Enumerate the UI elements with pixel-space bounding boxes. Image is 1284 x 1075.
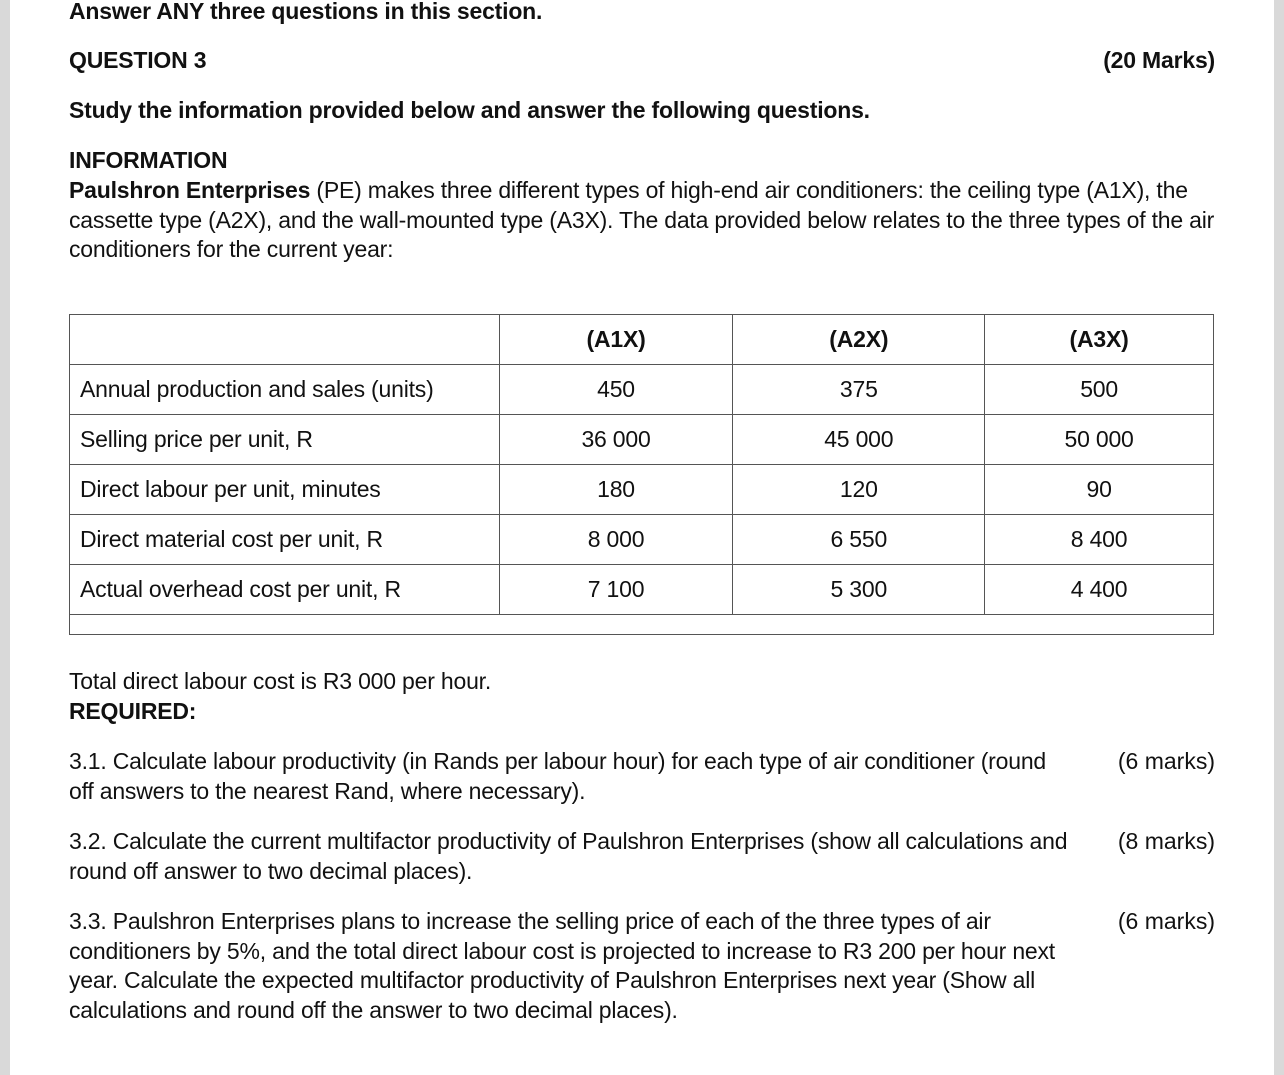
company-name: Paulshron Enterprises	[69, 177, 311, 203]
table-empty-row	[70, 615, 1214, 635]
row-label: Direct material cost per unit, R	[70, 515, 500, 565]
cell-value: 7 100	[499, 565, 733, 615]
cell-value: 5 300	[733, 565, 985, 615]
table-row	[70, 565, 1214, 615]
cell-value: 50 000	[985, 415, 1214, 465]
cell-value: 375	[733, 365, 985, 415]
question-title: QUESTION 3	[69, 47, 207, 73]
cell-value: 45 000	[733, 415, 985, 465]
header-cell-a2x: (A2X)	[733, 315, 985, 365]
table-row	[70, 415, 1214, 465]
labour-cost-note: Total direct labour cost is R3 000 per hour.	[69, 668, 492, 694]
question-3-1-marks: (6 marks)	[1117, 748, 1215, 774]
data-table	[69, 314, 1214, 635]
table-header-row	[70, 315, 1214, 365]
document-page	[10, 0, 1274, 1075]
table-row	[70, 515, 1214, 565]
section-instruction: Answer ANY three questions in this section.	[69, 0, 543, 24]
required-heading: REQUIRED:	[69, 698, 197, 724]
row-label: Annual production and sales (units)	[70, 365, 500, 415]
study-instruction: Study the information provided below and answer the following questions.	[69, 97, 870, 123]
empty-cell	[70, 615, 1214, 635]
question-3-2: 3.2. Calculate the current multifactor productivity of Paulshron Enterprises (show all calculations and round off answer to two decimal places).	[69, 828, 1068, 884]
header-cell-a1x: (A1X)	[499, 315, 733, 365]
row-label: Actual overhead cost per unit, R	[70, 565, 500, 615]
cell-value: 450	[499, 365, 733, 415]
cell-value: 8 000	[499, 515, 733, 565]
question-3-3: 3.3. Paulshron Enterprises plans to increase the selling price of each of the three types of air conditioners by 5%, and the total direct labour cost is projected to increase to R3 200 per hour next year. Calculate the expected multifactor productivity of Paulshron Enterprises next year (Show all calculations and round off the answer to two decimal places).	[69, 908, 1055, 1023]
cell-value: 4 400	[985, 565, 1214, 615]
cell-value: 6 550	[733, 515, 985, 565]
cell-value: 8 400	[985, 515, 1214, 565]
cell-value: 36 000	[499, 415, 733, 465]
table-row	[70, 365, 1214, 415]
row-label: Direct labour per unit, minutes	[70, 465, 500, 515]
information-heading: INFORMATION	[69, 147, 228, 173]
table-row	[70, 465, 1214, 515]
question-3-3-marks: (6 marks)	[1117, 908, 1215, 934]
header-cell-blank	[70, 315, 500, 365]
question-marks: (20 Marks)	[1103, 47, 1215, 73]
header-cell-a3x: (A3X)	[985, 315, 1214, 365]
question-3-2-marks: (8 marks)	[1117, 828, 1215, 854]
question-3-1: 3.1. Calculate labour productivity (in Rands per labour hour) for each type of air conditioner (round off answers to the nearest Rand, where necessary).	[69, 748, 1047, 804]
information-paragraph	[69, 176, 1215, 265]
cell-value: 500	[985, 365, 1214, 415]
cell-value: 120	[733, 465, 985, 515]
cell-value: 180	[499, 465, 733, 515]
row-label: Selling price per unit, R	[70, 415, 500, 465]
information-body: (PE) makes three different types of high-end air conditioners: the ceiling type (A1X), the cassette type (A2X), and the wall-mounted type (A3X). The data provided below relates to the three types of the air conditioners for the current year:	[69, 177, 1215, 262]
cell-value: 90	[985, 465, 1214, 515]
